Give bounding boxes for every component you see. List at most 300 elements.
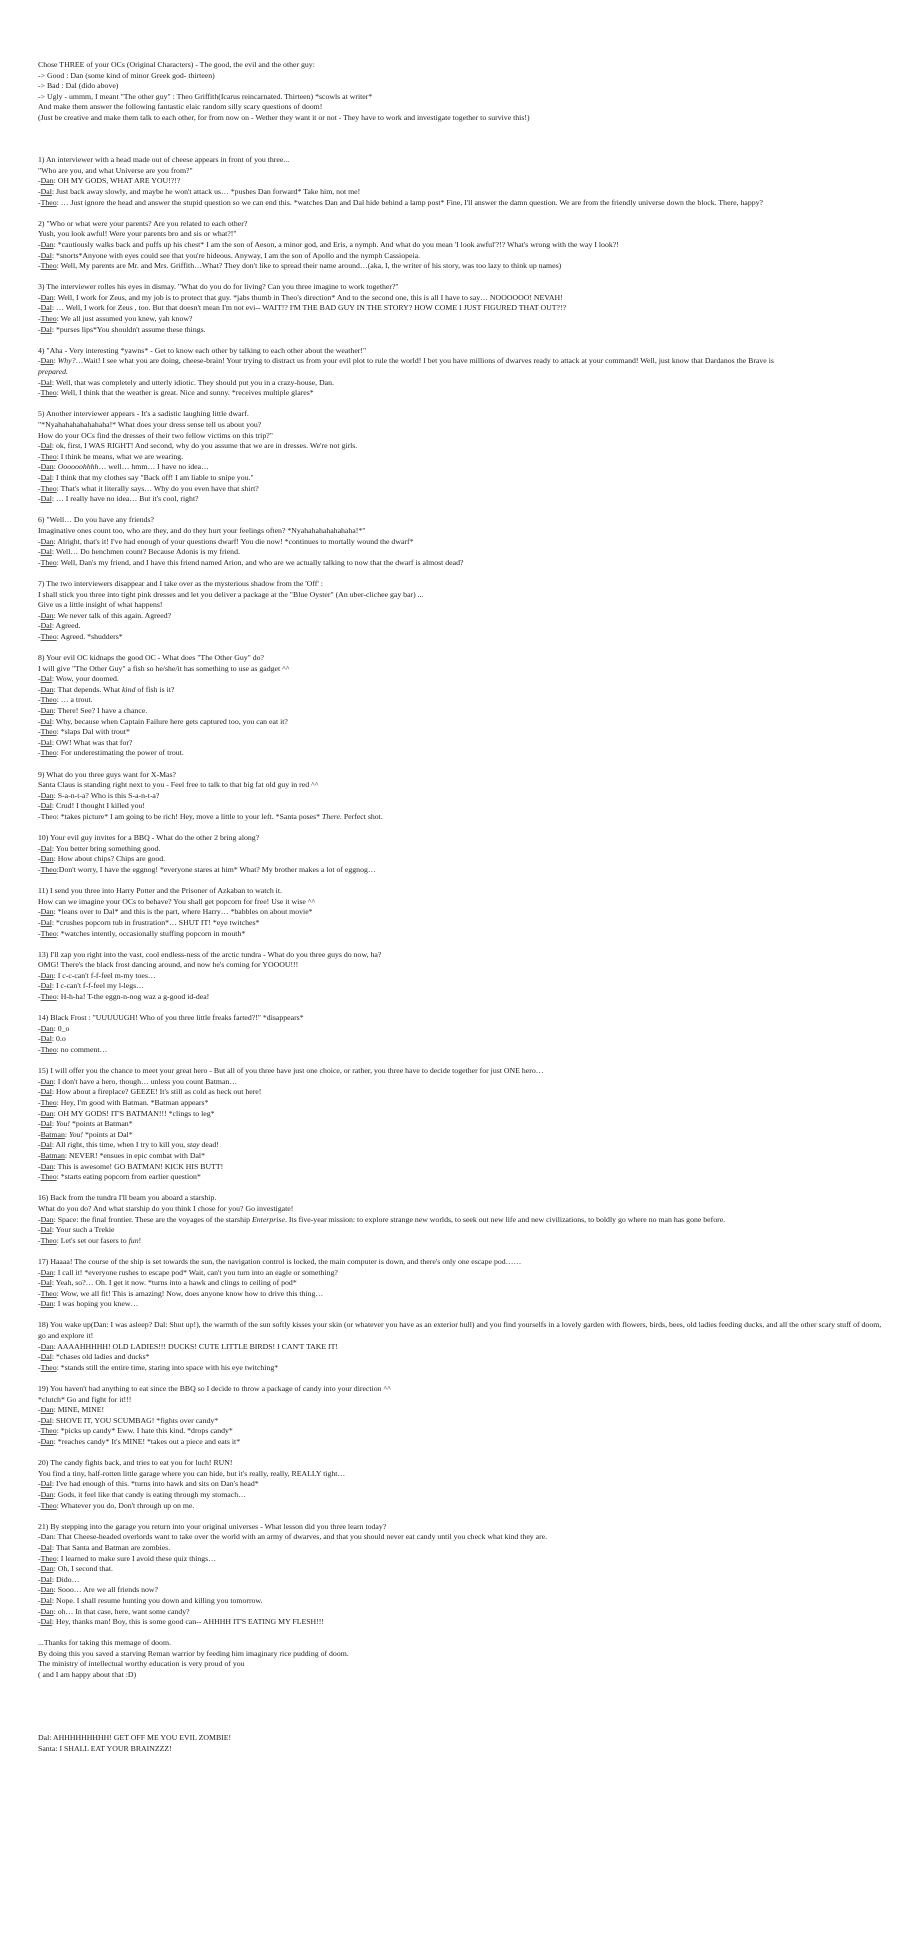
dialogue-line: -Dal: 0.o bbox=[38, 1034, 66, 1044]
dialogue-line: -Dan: Gods, it feel like that candy is eating through my stomach… bbox=[38, 1489, 246, 1499]
line-text: : For underestimating the power of trout. bbox=[56, 748, 184, 758]
line-text: : Space: the final frontier. These are the voyages of the starship bbox=[53, 1214, 253, 1224]
line-text: : OW! What was that for? bbox=[51, 737, 133, 747]
emphasis-text: There bbox=[322, 811, 340, 821]
dialogue-line: -Theo: Agreed. *shudders* bbox=[38, 631, 123, 641]
emphasis-text: kind bbox=[121, 684, 136, 694]
dialogue-line: -Dal: Dido… bbox=[38, 1574, 80, 1584]
speaker-name: Theo bbox=[40, 748, 57, 758]
line-text: : Hey, thanks man! Boy, this is some good can-- AHHHH IT'S EATING MY FLESH!!! bbox=[51, 1617, 324, 1627]
dialogue-line: -Dal: OW! What was that for? bbox=[38, 737, 133, 747]
speaker-name: Theo bbox=[40, 1235, 57, 1245]
line-text: Santa Claus is standing right next to you - Feel free to talk to that big fat old guy in red ^^ bbox=[38, 780, 319, 790]
question-section bbox=[38, 282, 884, 335]
dialogue-line: -Theo: *picks up candy* Eww. I hate this kind. *drops candy* bbox=[38, 1426, 233, 1436]
line-text: : This is awesome! GO BATMAN! KICK HIS BUTT! bbox=[53, 1161, 224, 1171]
line-text: : Why, because when Captain Failure here gets captured too, you can eat it? bbox=[51, 716, 288, 726]
speaker-name: Dal bbox=[40, 1617, 52, 1627]
speaker-name: Dan bbox=[40, 1437, 54, 1446]
dialogue-line: -Dan: I don't have a hero, though… unless you count Batman… bbox=[38, 1076, 238, 1086]
line-text: : I think that my clothes say "Back off! I am liable to snipe you." bbox=[51, 472, 254, 482]
speaker-name: Dal bbox=[40, 1278, 52, 1288]
emphasis-text: You! bbox=[56, 1119, 71, 1129]
speaker-name: Theo bbox=[40, 864, 57, 874]
dialogue-line: -Dan: That depends. What kind of fish is it? bbox=[38, 684, 175, 694]
dialogue-line: -Dal: Your such a Trekie bbox=[38, 1225, 115, 1235]
dialogue-line: -Dan: I call it! *everyone rushes to escape pod* Wait, can't you turn into an eagle or something? bbox=[38, 1267, 338, 1277]
dialogue-line: -Theo: Whatever you do, Don't through up on me. bbox=[38, 1500, 195, 1510]
speaker-name: Dal bbox=[40, 472, 52, 482]
intro-block bbox=[38, 60, 884, 124]
dialogue-line: -Dan: Space: the final frontier. These are the voyages of the starship Enterprise. Its five-year mission: to explore strange new worlds, to seek out new life and new civilizations, to boldly go where no man has gone before. bbox=[38, 1214, 726, 1224]
spacer bbox=[38, 1691, 884, 1733]
dialogue-line: -Dal: Hey, thanks man! Boy, this is some good can-- AHHHH IT'S EATING MY FLESH!!! bbox=[38, 1617, 324, 1627]
dialogue-line: -Theo: I learned to make sure I avoid these quiz things… bbox=[38, 1553, 216, 1563]
line-text: ! bbox=[138, 1235, 142, 1245]
question-line bbox=[38, 950, 884, 961]
speaker-name: Theo bbox=[40, 261, 57, 271]
line-text: I will give "The Other Guy" a fish so he/she/it has something to use as gadget ^^ bbox=[38, 663, 290, 673]
line-text: : … Well, I work for Zeus , too. But that doesn't mean I'm not evi-- WAIT!? I'M THE BAD GUY IN THE STORY? HOW COME I JUST FIGURED THAT OUT?!? bbox=[51, 303, 567, 313]
dialogue-line: -Batman: You! *points at Dal* bbox=[38, 1129, 133, 1139]
dialogue-line: -Dal: *crushes popcorn tub in frustration*… SHUT IT! *eye twitches* bbox=[38, 917, 260, 927]
question-section bbox=[38, 155, 884, 208]
speaker-name: Theo bbox=[40, 314, 57, 324]
outro-line: ...Thanks for taking this memage of doom. bbox=[38, 1638, 171, 1648]
speaker-name: Dan bbox=[40, 1585, 54, 1595]
speaker-name: Theo bbox=[40, 1098, 57, 1107]
dialogue-line: -Dan: Oh, I second that. bbox=[38, 1564, 113, 1574]
line-text: 13) I'll zap you right into the vast, cool endless-ness of the arctic tundra - What do you three guys do now, ha? bbox=[38, 949, 382, 959]
speaker-name: Dan bbox=[40, 1489, 54, 1499]
speaker-name: Dan bbox=[40, 356, 54, 366]
question-line bbox=[38, 833, 884, 844]
speaker-name: Dan bbox=[40, 1214, 54, 1224]
question-line bbox=[38, 579, 884, 590]
line-text: : Sooo… Are we all friends now? bbox=[53, 1585, 158, 1595]
line-text: : Wow, your doomed. bbox=[51, 674, 119, 684]
line-text: : There! See? I have a chance. bbox=[53, 706, 148, 716]
line-text: 1) An interviewer with a head made out of cheese appears in front of you three... bbox=[38, 155, 290, 165]
speaker-name: Dal bbox=[40, 303, 52, 313]
question-line bbox=[38, 1320, 884, 1341]
speaker-name: Dan bbox=[40, 706, 54, 716]
question-line bbox=[38, 431, 884, 442]
line-text: 18) You wake up(Dan: I was asleep? Dal: Shut up!), the warmth of the sun softly kisses your skin (or whatever you have as an exterior hull) and you find yourselfs in a lovely garden with flowers, birds, bees, old ladies feeding ducks, and all the other scary stuff of doom, go and explore it! bbox=[38, 1320, 882, 1341]
dialogue-line: -Theo: Well, My parents are Mr. and Mrs. Griffith…What? They don't like to spread their name around…(aka, I, the writer of his story, was too lazy to think up names) bbox=[38, 261, 562, 271]
line-text: : 0_o bbox=[53, 1023, 70, 1033]
line-text: 7) The two interviewers disappear and I take over as the mysterious shadow from the 'Off' : bbox=[38, 578, 323, 588]
dialogue-line: -Dal: … Well, I work for Zeus , too. But that doesn't mean I'm not evi-- WAIT!? I'M THE BAD GUY IN THE STORY? HOW COME I JUST FIGURED THAT OUT?!? bbox=[38, 303, 567, 313]
intro-line: And make them answer the following fantastic elaic random silly scary questions of doom! bbox=[38, 102, 323, 112]
line-text: : *picks up candy* Eww. I hate this kind. *drops candy* bbox=[56, 1426, 233, 1436]
line-text: 15) I will offer you the chance to meet your great hero - But all of you three have just one choice, or rather, you three have to decide together for just ONE hero… bbox=[38, 1066, 544, 1076]
speaker-name: Dal bbox=[40, 324, 52, 334]
line-text: : 0.o bbox=[51, 1034, 66, 1044]
speaker-name: Dan bbox=[40, 610, 54, 620]
speaker-name: Dan bbox=[40, 970, 54, 980]
speaker-name: Dal bbox=[40, 250, 52, 260]
speaker-name: Dal bbox=[40, 377, 52, 387]
line-text: : *slaps Dal with trout* bbox=[56, 727, 130, 737]
speaker-name: Theo bbox=[40, 1172, 57, 1182]
dialogue-line: -Dal: Crud! I thought I killed you! bbox=[38, 801, 145, 811]
speaker-name: Dal bbox=[40, 1542, 52, 1552]
line-text: : no comment… bbox=[56, 1045, 108, 1055]
speaker-name: Dan bbox=[40, 684, 54, 694]
line-text: 17) Haaaa! The course of the ship is set towards the sun, the navigation control is locked, the main computer is down, and there's only one escape pod…… bbox=[38, 1256, 522, 1266]
question-line bbox=[38, 1458, 884, 1469]
speaker-name: Dal bbox=[40, 1352, 52, 1362]
line-text: : I think he means, what we are wearing. bbox=[56, 451, 184, 461]
dialogue-line: -Theo: Well, Dan's my friend, and I have this friend named Arion, and who are we actually talking to now that the dwarf is almost dead? bbox=[38, 557, 464, 567]
dialogue-line: -Dal: I've had enough of this. *turns into hawk and sits on Dan's head* bbox=[38, 1479, 259, 1489]
dialogue-line: -Dan: I c-c-can't f-f-feel m-my toes… bbox=[38, 970, 156, 980]
line-text: : OH MY GODS, WHAT ARE YOU!?!? bbox=[53, 176, 181, 186]
line-text: : Hey, I'm good with Batman. *Batman appears* bbox=[56, 1098, 209, 1107]
line-text: : *purses lips*You shouldn't assume these things. bbox=[51, 324, 206, 334]
speaker-name: Dal bbox=[40, 494, 52, 504]
outro-line: The ministry of intellectual worthy education is very proud of you bbox=[38, 1659, 245, 1669]
line-text: : Well, Dan's my friend, and I have this friend named Arion, and who are we actually talking to now that the dwarf is almost dead? bbox=[56, 557, 464, 567]
speaker-name: Dal bbox=[40, 1140, 52, 1150]
speaker-name: Dal bbox=[40, 1415, 52, 1425]
line-text: You find a tiny, half-rotten little garage where you can hide, but it's really, really, REALLY tight… bbox=[38, 1468, 346, 1478]
speaker-name: Dal bbox=[40, 917, 52, 927]
spacer bbox=[38, 134, 884, 155]
line-text: : … a trout. bbox=[56, 695, 93, 705]
line-text: I shall stick you three into tight pink dresses and let you deliver a package at the "Blue Oyster" (An uber-clichee gay bar) ... bbox=[38, 589, 424, 599]
speaker-name: Theo bbox=[40, 1426, 57, 1436]
line-text: dead! bbox=[199, 1140, 219, 1150]
line-text: : I c-can't f-f-feel my l-legs… bbox=[51, 981, 144, 991]
line-text: OMG! There's the black frost dancing around, and now he's coming for YOOOU!!! bbox=[38, 960, 299, 970]
speaker-name: Dal bbox=[40, 547, 52, 557]
dialogue-line: -Dan: *cautiously walks back and puffs up his chest* I am the son of Aeson, a minor god, and Eris, a nymph. And what do you mean 'I look awful'?!? What's wrong with the way I look?! bbox=[38, 239, 619, 249]
postscript-line: Santa: I SHALL EAT YOUR BRAINZZZ! bbox=[38, 1743, 172, 1753]
postscript-block bbox=[38, 1733, 884, 1754]
line-text: -Dan: That Cheese-headed overlords want to take over the world with an army of dwarves, and that you should never eat candy until you check what kind they are. bbox=[38, 1532, 548, 1542]
question-line bbox=[38, 590, 884, 601]
dialogue-line: -Dan: There! See? I have a chance. bbox=[38, 706, 148, 716]
dialogue-line: -Dan: S-a-n-t-a? Who is this S-a-n-t-a? bbox=[38, 790, 160, 800]
speaker-name: Theo bbox=[40, 1362, 57, 1372]
question-list bbox=[38, 155, 884, 1628]
question-section bbox=[38, 409, 884, 504]
speaker-name: Dal bbox=[40, 1119, 52, 1129]
speaker-name: Dal bbox=[40, 1574, 52, 1584]
speaker-name: Theo bbox=[40, 631, 57, 641]
dialogue-line: -Dan: *reaches candy* It's MINE! *takes out a piece and eats it* bbox=[38, 1437, 241, 1446]
line-text: : Whatever you do, Don't through up on me. bbox=[56, 1500, 195, 1510]
question-line bbox=[38, 1532, 884, 1543]
speaker-name: Dan bbox=[40, 1023, 54, 1033]
speaker-name: Theo bbox=[40, 727, 57, 737]
dialogue-line: -Dal: Well, that was completely and utterly idiotic. They should put you in a crazy-house, Dan. bbox=[38, 377, 334, 387]
emphasis-text: Oooooohhhh bbox=[57, 462, 99, 472]
line-text: "*Nyahahahahahahaha!* What does your dress sense tell us about you? bbox=[38, 420, 262, 429]
dialogue-line: -Dan: Sooo… Are we all friends now? bbox=[38, 1585, 158, 1595]
question-line bbox=[38, 1395, 884, 1406]
line-text: How can we imagine your OCs to behave? You shall get popcorn for free! Use it wise ^^ bbox=[38, 896, 316, 906]
line-text: : OH MY GODS! IT'S BATMAN!!! *clings to leg* bbox=[53, 1108, 215, 1118]
dialogue-line: -Dal: All right, this time, when I try to kill you, stay dead! bbox=[38, 1140, 219, 1150]
line-text: 14) Black Frost : "UUUUUGH! Who of you three little freaks farted?!" *disappears* bbox=[38, 1013, 304, 1023]
line-text: : Oh, I second that. bbox=[53, 1564, 113, 1574]
line-text: : How about chips? Chips are good. bbox=[53, 854, 166, 864]
line-text: Give us a little insight of what happens! bbox=[38, 600, 163, 610]
dialogue-line: -Dan: *leans over to Dal* and this is the part, where Harry… *babbles on about movie* bbox=[38, 907, 313, 917]
dialogue-line: -Dan: This is awesome! GO BATMAN! KICK HIS BUTT! bbox=[38, 1161, 224, 1171]
line-text: : Agreed. *shudders* bbox=[56, 631, 123, 641]
speaker-name: Dan bbox=[40, 790, 54, 800]
line-text: : H-h-ha! T-the eggn-n-nog waz a g-good id-dea! bbox=[56, 992, 210, 1002]
dialogue-line: -Dal: SHOVE IT, YOU SCUMBAG! *fights over candy* bbox=[38, 1415, 219, 1425]
line-text: : bbox=[53, 462, 58, 472]
line-text: …Wait! I see what you are doing, cheese-brain! Your trying to distract us from your evil plot to rule the world! I bet you have millions of dwarves ready to attack at your command! Well, just know that Dardanos the Brave is bbox=[75, 356, 774, 366]
speaker-name: Dal bbox=[40, 716, 52, 726]
line-text: : Agreed. bbox=[51, 621, 81, 631]
question-line bbox=[38, 282, 884, 293]
speaker-name: Theo bbox=[40, 483, 57, 493]
question-line bbox=[38, 780, 884, 791]
speaker-name: Theo bbox=[40, 992, 57, 1002]
dialogue-line: -Theo: Well, I think that the weather is great. Nice and sunny. *receives multiple glares* bbox=[38, 388, 314, 398]
line-text: : Well, I think that the weather is great. Nice and sunny. *receives multiple glares* bbox=[56, 388, 314, 398]
question-line bbox=[38, 229, 884, 240]
line-text: What do you do? And what starship do you think I chose for you? Go investigate! bbox=[38, 1203, 294, 1213]
line-text: 2) "Who or what were your parents? Are you related to each other? bbox=[38, 218, 248, 228]
line-text: : Crud! I thought I killed you! bbox=[51, 801, 145, 811]
emphasis-text: Why? bbox=[57, 356, 76, 366]
line-text: : *watches intently, occasionally stuffing popcorn in mouth* bbox=[56, 928, 246, 938]
dialogue-line: -Theo: H-h-ha! T-the eggn-n-nog waz a g-good id-dea! bbox=[38, 992, 210, 1002]
dialogue-line: -Dal: Nope. I shall resume hunting you down and killing you tomorrow. bbox=[38, 1595, 263, 1605]
dialogue-line: -Theo: *slaps Dal with trout* bbox=[38, 727, 130, 737]
speaker-name: Theo bbox=[40, 1500, 57, 1510]
question-line bbox=[38, 1013, 884, 1024]
dialogue-line: -Theo: I think he means, what we are wearing. bbox=[38, 451, 184, 461]
line-text: : I was hoping you knew… bbox=[53, 1299, 139, 1309]
line-text: : Alright, that's it! I've had enough of your questions dwarf! You die now! *continues to mortally wound the dwarf* bbox=[53, 536, 414, 546]
question-line bbox=[38, 1204, 884, 1215]
question-line bbox=[38, 812, 884, 823]
line-text: : S-a-n-t-a? Who is this S-a-n-t-a? bbox=[53, 790, 160, 800]
speaker-name: Dan bbox=[40, 854, 54, 864]
outro-line: By doing this you saved a starving Reman warrior by feeding him imaginary rice pudding of doom. bbox=[38, 1648, 349, 1658]
dialogue-line: -Dal: Well… Do henchmen count? Because Adonis is my friend. bbox=[38, 547, 240, 557]
line-text: Imaginative ones count too, who are they, and do they hurt your feelings often? *Nyahahahahahahaha!*" bbox=[38, 525, 366, 535]
dialogue-line: -Theo: Wow, we all fit! This is amazing! Now, does anyone know how to drive this thing… bbox=[38, 1288, 324, 1298]
speaker-name: Dan bbox=[40, 1341, 54, 1351]
question-line bbox=[38, 653, 884, 664]
speaker-name: Dal bbox=[40, 737, 52, 747]
dialogue-line: -Dan: 0_o bbox=[38, 1023, 70, 1033]
line-text: : ok, first, I WAS RIGHT! And second, why do you assume that we are in dresses. We're not girls. bbox=[51, 441, 358, 451]
speaker-name: Dal bbox=[40, 621, 52, 631]
line-text: : We never talk of this again. Agreed? bbox=[53, 610, 172, 620]
intro-line: (Just be creative and make them talk to each other, for from now on - Wether they want it or not - They have to work and investigate together to survive this!) bbox=[38, 112, 530, 122]
dialogue-line: -Dal: Agreed. bbox=[38, 621, 81, 631]
line-text: : Well, that was completely and utterly idiotic. They should put you in a crazy-house, Dan. bbox=[51, 377, 334, 387]
line-text: : *leans over to Dal* and this is the part, where Harry… *babbles on about movie* bbox=[53, 907, 313, 917]
dialogue-line: -Dal: ok, first, I WAS RIGHT! And second, why do you assume that we are in dresses. We're not girls. bbox=[38, 441, 358, 451]
postscript-line: Dal: AHHHHHHHHH! GET OFF ME YOU EVIL ZOMBIE! bbox=[38, 1733, 232, 1743]
line-text: : … Just ignore the head and answer the stupid question so we can end this. *watches Dan and Dal hide behind a lamp post* Fine, I'll answer the damn question. We are from the friendly universe down the block. There, happy? bbox=[56, 197, 764, 207]
question-line bbox=[38, 409, 884, 420]
emphasis-text: Enterprise bbox=[252, 1214, 285, 1224]
dialogue-line: -Theo: We all just assumed you knew, yah know? bbox=[38, 314, 193, 324]
line-text: : I don't have a hero, though… unless you count Batman… bbox=[53, 1076, 238, 1086]
intro-line: Chose THREE of your OCs (Original Characters) - The good, the evil and the other guy: bbox=[38, 60, 315, 69]
dialogue-line: -Theo: … a trout. bbox=[38, 695, 93, 705]
speaker-name: Dal bbox=[40, 1595, 52, 1605]
line-text: : bbox=[64, 1129, 69, 1139]
dialogue-line: -Dal: Just back away slowly, and maybe he won't attack us… *pushes Dan forward* Take him, not me! bbox=[38, 186, 361, 196]
dialogue-line: -Dan: oh… In that case, here, want some candy? bbox=[38, 1606, 190, 1616]
line-text: : I c-c-can't f-f-feel m-my toes… bbox=[53, 970, 156, 980]
line-text: : All right, this time, when I try to kill you, bbox=[51, 1140, 188, 1150]
speaker-name: Dal bbox=[40, 186, 52, 196]
line-text: 20) The candy fights back, and tries to eat you for luch! RUN! bbox=[38, 1458, 233, 1468]
line-text: : Your such a Trekie bbox=[51, 1225, 115, 1235]
speaker-name: Dal bbox=[40, 674, 52, 684]
line-text: : I call it! *everyone rushes to escape pod* Wait, can't you turn into an eagle or something? bbox=[53, 1267, 338, 1277]
dialogue-line: -Theo: no comment… bbox=[38, 1045, 108, 1055]
dialogue-line: -Dan: Alright, that's it! I've had enough of your questions dwarf! You die now! *continues to mortally wound the dwarf* bbox=[38, 536, 414, 546]
outro-line: ( and I am happy about that :D) bbox=[38, 1670, 137, 1680]
dialogue-line: -Dal: That Santa and Batman are zombies. bbox=[38, 1542, 171, 1552]
question-line bbox=[38, 897, 884, 908]
speaker-name: Theo bbox=[40, 1553, 57, 1563]
speaker-name: Dan bbox=[40, 1405, 54, 1415]
line-text: : NEVER! *ensues in epic combat with Dal* bbox=[64, 1150, 205, 1160]
line-text: : Well… Do henchmen count? Because Adonis is my friend. bbox=[51, 547, 240, 557]
line-text: : I've had enough of this. *turns into hawk and sits on Dan's head* bbox=[51, 1479, 259, 1489]
dialogue-line: -Dal: Why, because when Captain Failure here gets captured too, you can eat it? bbox=[38, 716, 288, 726]
line-text: Yush, you look awful! Were your parents bro and sis or what?!" bbox=[38, 229, 237, 239]
line-text: "Who are you, and what Universe are you from?" bbox=[38, 165, 193, 175]
question-section bbox=[38, 950, 884, 1003]
speaker-name: Dal bbox=[40, 1225, 52, 1235]
speaker-name: Dan bbox=[40, 176, 54, 186]
question-section bbox=[38, 346, 884, 399]
dialogue-line: -Dal: … I really have no idea… But it's cool, right? bbox=[38, 494, 199, 504]
question-line bbox=[38, 219, 884, 230]
line-text: *points at Dal* bbox=[83, 1129, 133, 1139]
line-text: : We all just assumed you knew, yah know? bbox=[56, 314, 193, 324]
dialogue-line: -Dal: I c-can't f-f-feel my l-legs… bbox=[38, 981, 144, 991]
line-text: How do your OCs find the dresses of their two fellow victims on this trip?" bbox=[38, 430, 273, 440]
speaker-name: Theo bbox=[40, 695, 57, 705]
line-text: . Its five-year mission: to explore strange new worlds, to seek out new life and new civilizations, to boldly go where no man has gone before. bbox=[284, 1214, 726, 1224]
question-section bbox=[38, 653, 884, 759]
line-text: 11) I send you three into Harry Potter and the Prisoner of Azkaban to watch it. bbox=[38, 886, 282, 896]
dialogue-line: -Dal: Yeah, so?… Oh. I get it now. *turns into a hawk and clings to ceiling of pod* bbox=[38, 1278, 297, 1288]
line-text: : SHOVE IT, YOU SCUMBAG! *fights over candy* bbox=[51, 1415, 219, 1425]
line-text: : AAAAHHHHH! OLD LADIES!!! DUCKS! CUTE LITTLE BIRDS! I CAN'T TAKE IT! bbox=[53, 1341, 339, 1351]
dialogue-line: -Dan: I was hoping you knew… bbox=[38, 1299, 139, 1309]
question-line bbox=[38, 526, 884, 537]
question-line bbox=[38, 770, 884, 781]
question-section bbox=[38, 1522, 884, 1628]
emphasis-text: fun bbox=[128, 1235, 139, 1245]
line-text: : Gods, it feel like that candy is eating through my stomach… bbox=[53, 1489, 246, 1499]
line-text: : Let's set our fasers to bbox=[56, 1235, 129, 1245]
speaker-name: Dal bbox=[40, 801, 52, 811]
speaker-name: Theo bbox=[40, 1045, 57, 1055]
line-text: : That Santa and Batman are zombies. bbox=[51, 1542, 171, 1552]
quiz-document bbox=[38, 60, 884, 1765]
line-text: : Yeah, so?… Oh. I get it now. *turns into a hawk and clings to ceiling of pod* bbox=[51, 1278, 297, 1288]
line-text: : bbox=[51, 1119, 56, 1129]
speaker-name: Dal bbox=[40, 981, 52, 991]
question-section bbox=[38, 1384, 884, 1448]
speaker-name: Dan bbox=[40, 292, 54, 302]
question-section bbox=[38, 1320, 884, 1373]
speaker-name: Theo bbox=[40, 197, 57, 207]
dialogue-line: -Theo:Don't worry, I have the eggnog! *everyone stares at him* What? My brother makes a lot of eggnog… bbox=[38, 864, 376, 874]
speaker-name: Batman bbox=[40, 1129, 65, 1139]
line-text: 5) Another interviewer appears - It's a sadistic laughing little dwarf. bbox=[38, 409, 249, 419]
line-text: : *reaches candy* It's MINE! *takes out a piece and eats it* bbox=[53, 1437, 241, 1446]
line-text: : *cautiously walks back and puffs up his chest* I am the son of Aeson, a minor god, and Eris, a nymph. And what do you mean 'I look awful'?!? What's wrong with the way I look?! bbox=[53, 239, 619, 249]
speaker-name: Dan bbox=[40, 1564, 54, 1574]
line-text: 3) The interviewer rolles his eyes in dismay. "What do you do for living? Can you three imagine to work together?" bbox=[38, 282, 399, 292]
dialogue-line: -Batman: NEVER! *ensues in epic combat with Dal* bbox=[38, 1150, 205, 1160]
dialogue-line: -Theo: Hey, I'm good with Batman. *Batman appears* bbox=[38, 1098, 209, 1107]
line-text: : I learned to make sure I avoid these quiz things… bbox=[56, 1553, 216, 1563]
line-text: *points at Batman* bbox=[70, 1119, 133, 1129]
line-text: *clutch* Go and fight for it!!! bbox=[38, 1394, 132, 1404]
question-section bbox=[38, 833, 884, 875]
line-text: 19) You haven't had anything to eat since the BBQ so I decide to throw a package of candy into your direction ^^ bbox=[38, 1384, 391, 1394]
line-text: 8) Your evil OC kidnaps the good OC - What does "The Other Guy" do? bbox=[38, 653, 265, 663]
question-section bbox=[38, 1066, 884, 1183]
line-text: : *crushes popcorn tub in frustration*… SHUT IT! *eye twitches* bbox=[51, 917, 260, 927]
line-text: : Wow, we all fit! This is amazing! Now, does anyone know how to drive this thing… bbox=[56, 1288, 324, 1298]
dialogue-line: -Dal: *snorts*Anyone with eyes could see that you're hideous. Anyway, I am the son of Apollo and the nymph Cassiopeia. bbox=[38, 250, 421, 260]
speaker-name: Dal bbox=[40, 441, 52, 451]
line-text: : Well, My parents are Mr. and Mrs. Griffith…What? They don't like to spread their name around…(aka, I, the writer of his story, was too lazy to think up names) bbox=[56, 261, 562, 271]
question-line bbox=[38, 155, 884, 166]
dialogue-line: -Theo: Let's set our fasers to fun! bbox=[38, 1235, 142, 1245]
line-text: : bbox=[53, 356, 58, 366]
dialogue-line: -Dal: *chases old ladies and ducks* bbox=[38, 1352, 150, 1362]
line-text: : *stands still the entire time, staring into space with his eye twitching* bbox=[56, 1362, 279, 1372]
line-text: -Theo: *takes picture* I am going to be rich! Hey, move a little to your left. *Santa poses* bbox=[38, 811, 323, 821]
speaker-name: Dan bbox=[40, 1606, 54, 1616]
line-text: : That depends. What bbox=[53, 684, 122, 694]
line-text: : *snorts*Anyone with eyes could see that you're hideous. Anyway, I am the son of Apollo and the nymph Cassiopeia. bbox=[51, 250, 421, 260]
question-line bbox=[38, 515, 884, 526]
speaker-name: Theo bbox=[40, 451, 57, 461]
speaker-name: Dal bbox=[40, 843, 52, 853]
dialogue-line: -Theo: *stands still the entire time, staring into space with his eye twitching* bbox=[38, 1362, 279, 1372]
speaker-name: Dan bbox=[40, 462, 54, 472]
dialogue-line: -Dan: Why?…Wait! I see what you are doing, cheese-brain! Your trying to distract us from your evil plot to rule the world! I bet you have millions of dwarves ready to attack at your command! Well, just know that Dardanos the Brave is bbox=[38, 356, 774, 366]
question-line bbox=[38, 1384, 884, 1395]
question-line bbox=[38, 1257, 884, 1268]
line-text: . Perfect shot. bbox=[339, 811, 383, 821]
question-line bbox=[38, 1522, 884, 1533]
dialogue-line: -Dal: I think that my clothes say "Back off! I am liable to snipe you." bbox=[38, 472, 254, 482]
question-section bbox=[38, 1257, 884, 1310]
dialogue-line: -Dal: Wow, your doomed. bbox=[38, 674, 119, 684]
dialogue-line: -Dan: OH MY GODS, WHAT ARE YOU!?!? bbox=[38, 176, 181, 186]
question-line bbox=[38, 1066, 884, 1077]
question-section bbox=[38, 770, 884, 823]
